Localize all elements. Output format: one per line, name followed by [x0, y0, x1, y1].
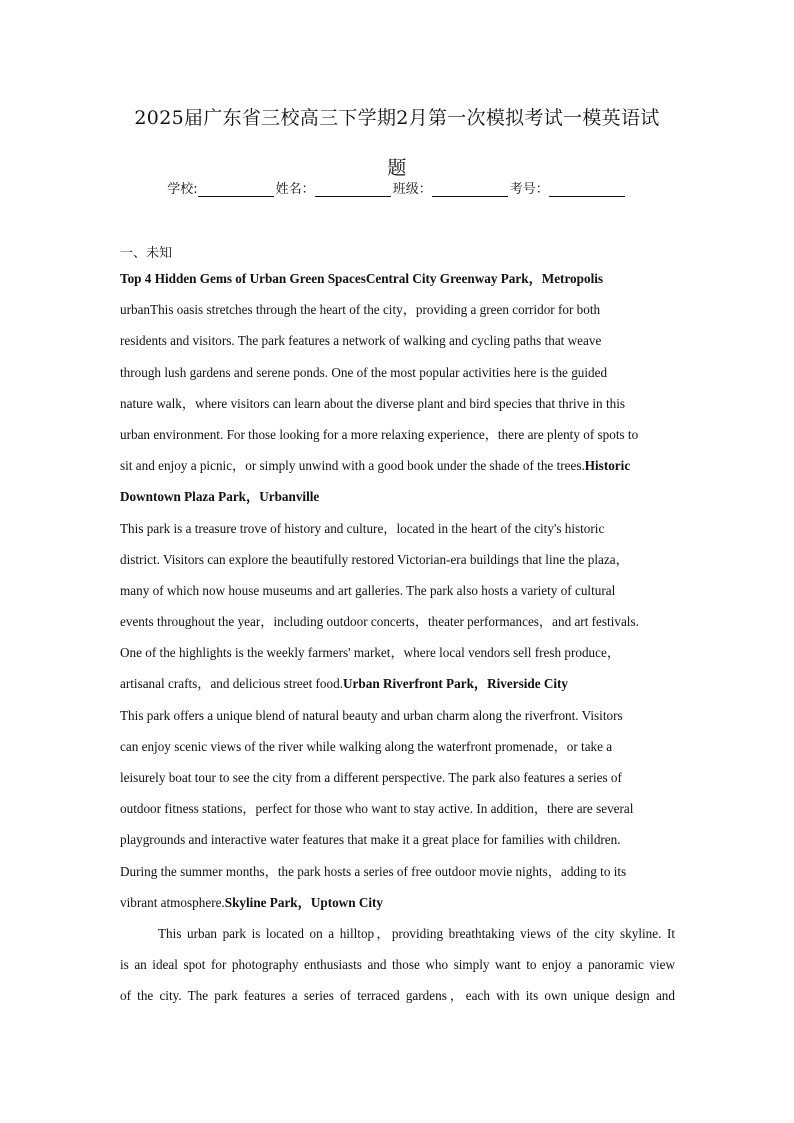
paragraph-line: of the city. The park features a series of terraced gardens，each with its own unique design and — [120, 988, 675, 1004]
body-text: playgrounds and interactive water features that make it a great place for families with children. — [120, 832, 621, 848]
passage-line — [120, 325, 675, 356]
passage-line — [120, 513, 675, 544]
passage-line — [120, 824, 675, 855]
passage-line — [120, 575, 675, 606]
body-text: sit and enjoy a picnic，or simply unwind with a good book under the shade of the trees. — [120, 458, 585, 474]
passage-line — [120, 606, 675, 637]
body-text: artisanal crafts，and delicious street food. — [120, 676, 344, 692]
school-blank[interactable] — [198, 182, 274, 197]
title-line-2: 题 — [387, 157, 407, 179]
bold-heading-text: Skyline Park，Uptown City — [224, 894, 384, 910]
body-text: This park is a treasure trove of history and culture，located in the heart of the city's historic — [120, 520, 605, 536]
name-blank[interactable] — [315, 182, 391, 197]
body-text: residents and visitors. The park features a network of walking and cycling paths that weave — [120, 333, 602, 349]
body-text: leisurely boat tour to see the city from a different perspective. The park also features a series of — [120, 770, 622, 785]
passage-line — [120, 762, 675, 793]
passage-line — [120, 419, 675, 450]
passage-line — [120, 793, 675, 824]
body-text: events throughout the year，including outdoor concerts，theater performances，and art festivals. — [120, 614, 639, 630]
passage-line — [120, 481, 675, 512]
bold-heading-text: Urban Riverfront Park，Riverside City — [343, 676, 569, 692]
passage-line — [120, 887, 675, 918]
bold-heading-text: Top 4 Hidden Gems of Urban Green SpacesCentral City Greenway Park，Metropolis — [120, 271, 604, 286]
bold-heading-text: Downtown Plaza Park，Urbanville — [120, 489, 320, 505]
number-blank[interactable] — [549, 182, 625, 197]
title-line-1: 2025届广东省三校高三下学期2月第一次模拟考试一模英语试 — [134, 107, 660, 129]
section-heading: 一、未知 — [120, 246, 173, 261]
passage-line — [120, 700, 675, 731]
body-text: This park offers a unique blend of natural beauty and urban charm along the riverfront. Visitors — [120, 707, 623, 723]
body-text: district. Visitors can explore the beautifully restored Victorian-era buildings that line the plaza， — [120, 551, 629, 567]
bold-heading-text: Historic — [584, 458, 631, 474]
passage-line — [120, 388, 675, 419]
body-text: vibrant atmosphere. — [120, 894, 225, 910]
class-label: 班级： — [392, 182, 432, 197]
passage-line — [120, 544, 675, 575]
passage-line — [120, 357, 675, 388]
body-text: outdoor fitness stations，perfect for those who want to stay active. In addition，there are several — [120, 801, 634, 817]
body-text: nature walk，where visitors can learn about the diverse plant and bird species that thrive in this — [120, 395, 626, 411]
body-text: One of the highlights is the weekly farmers' market，where local vendors sell fresh produce， — [120, 645, 621, 661]
name-label: 姓名： — [275, 182, 315, 197]
school-label: 学校: — [167, 182, 198, 197]
body-text: through lush gardens and serene ponds. One of the most popular activities here is the guided — [120, 364, 608, 380]
passage-line — [120, 294, 675, 325]
passage-line — [120, 263, 675, 294]
body-text: urban environment. For those looking for a more relaxing experience，there are plenty of spots to — [120, 426, 639, 442]
body-text: many of which now house museums and art galleries. The park also hosts a variety of cultural — [120, 582, 616, 598]
passage-line — [120, 450, 675, 481]
body-text: urbanThis oasis stretches through the heart of the city，providing a green corridor for both — [120, 302, 601, 318]
passage-body — [120, 263, 675, 1012]
passage-line — [120, 637, 675, 668]
paragraph-line: is an ideal spot for photography enthusiasts and those who simply want to enjoy a panoramic view — [120, 957, 675, 973]
class-blank[interactable] — [432, 182, 508, 197]
passage-line — [120, 856, 675, 887]
body-text: can enjoy scenic views of the river while walking along the waterfront promenade，or take a — [120, 738, 613, 754]
body-text: During the summer months，the park hosts a series of free outdoor movie nights，adding to its — [120, 863, 627, 879]
paragraph-line: This urban park is located on a hilltop，providing breathtaking views of the city skyline. It — [158, 925, 675, 941]
passage-line — [120, 668, 675, 699]
passage-line — [120, 731, 675, 762]
number-label: 考号： — [509, 182, 549, 197]
student-info-line — [0, 178, 794, 197]
